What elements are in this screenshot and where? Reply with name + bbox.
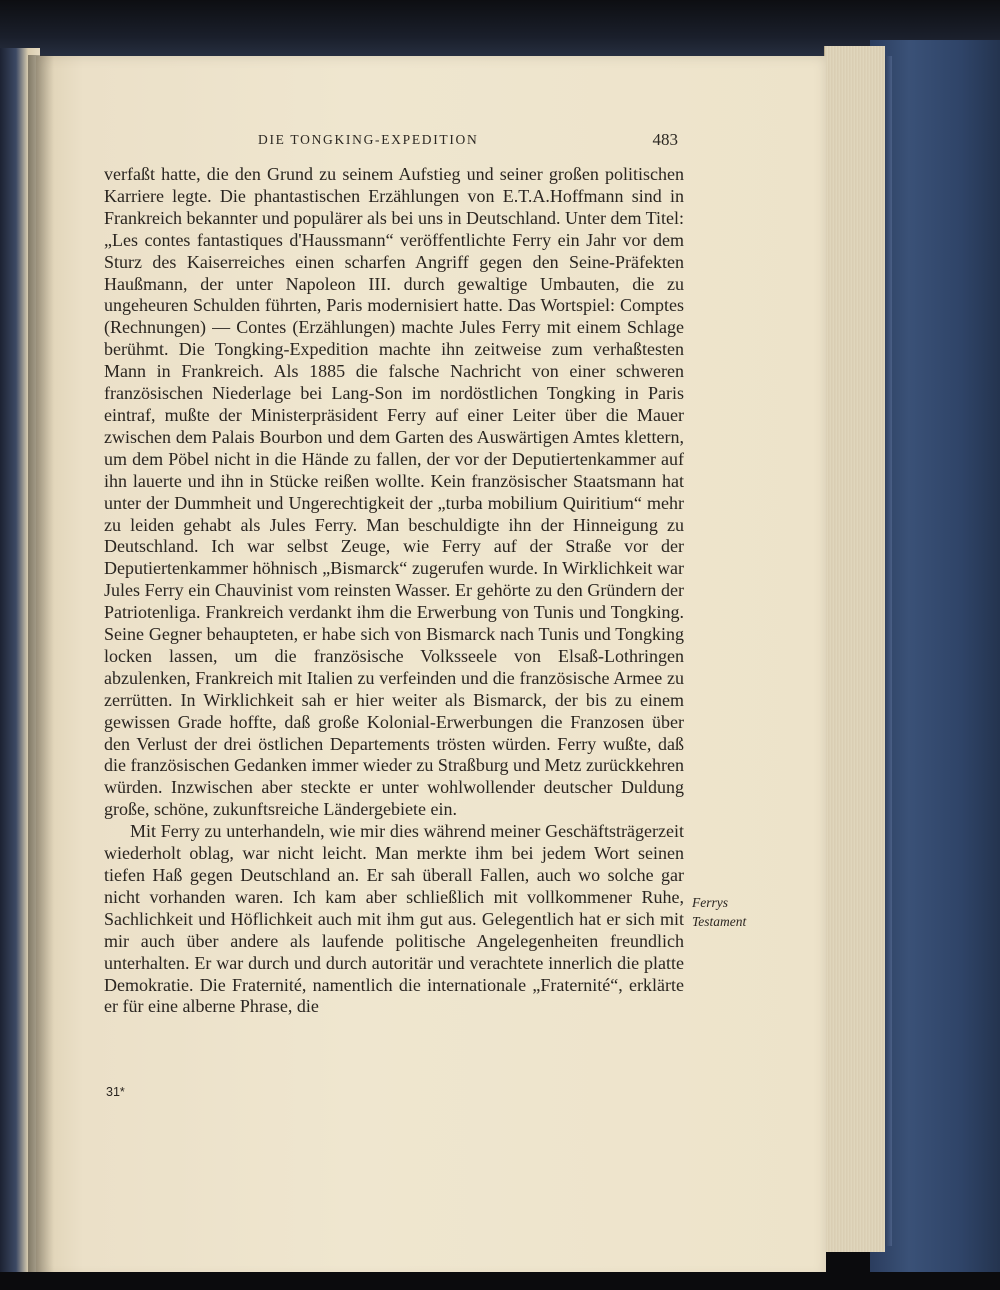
page-block-edges [824,46,885,1252]
running-head: DIE TONGKING-EXPEDITION [258,132,479,147]
printer-signature-mark: 31* [106,1085,125,1099]
marginal-note-line: Ferrys [692,895,728,910]
gutter-shadow [28,55,54,1275]
page-number: 483 [652,130,678,149]
paragraph: verfaßt hatte, die den Grund zu seinem Aufstieg und seiner großen politischen Karriere legte. Die phantastischen Erzählungen von E.T.A.Hoffmann sind in Frankreich bekannter und populärer als bei uns in Deutschland. Unter dem Titel: „Les contes fantastiques d'Haussmann“ veröffentlichte Ferry ein Jahr vor dem Sturz des Kaiserreiches einen scharfen Angriff gegen den Seine-Präfekten Haußmann, der unter Napoleon III. durch gewaltige Umbauten, die zu ungeheuren Schulden führten, Paris modernisiert hatte. Das Wortspiel: Comptes (Rechnungen) — Contes (Erzählungen) machte Jules Ferry mit einem Schlage berühmt. Die Tongking-Expedition machte ihn zeitweise zum verhaßtesten Mann in Frankreich. Als 1885 die falsche Nachricht von einer schweren französischen Niederlage bei Lang-Son im nordöstlichen Tongking in Paris eintraf, mußte der Ministerpräsident Ferry auf einer Leiter über die Mauer zwischen dem Palais Bourbon und dem Garten des Auswärtigen Amtes klettern, um dem Pöbel nicht in die Hände zu fallen, der vor der Deputiertenkammer auf ihn lauerte und ihn in Stücke reißen wollte. Kein französischer Staatsmann hat unter der Dummheit und Ungerechtigkeit der „turba mobilium Quiritium“ mehr zu leiden gehabt als Jules Ferry. Man beschuldigte ihn der Hinneigung zu Deutschland. Ich war selbst Zeuge, wie Ferry auf der Straße vor der Deputiertenkammer höhnisch „Bismarck“ zugerufen wurde. In Wirklichkeit war Jules Ferry ein Chauvinist vom reinsten Wasser. Er gehörte zu den Gründern der Patriotenliga. Frankreich verdankt ihm die Erwerbung von Tunis und Tongking. Seine Gegner behaupteten, er habe sich von Bismarck nach Tunis und Tongking locken lassen, um die französische Volksseele von Elsaß-Lothringen abzulenken, Frankreich mit Italien zu verfeinden und die französische Armee zu zerrütten. In Wirklichkeit sah er hier weiter als Bismarck, der bis zu einem gewissen Grade hoffte, daß große Kolonial-Erwerbungen die Franzosen über den Verlust der drei östlichen Departements trösten würden. Ferry wußte, daß die französischen Gedanken immer wieder zu Straßburg und Metz zurückkehren würden. Inzwischen aber steckte er unter wohlwollender deutscher Duldung große, schöne, zukunftsreiche Ländergebiete ein. [104,164,684,820]
background-bottom [0,1272,1000,1290]
body-text [104,164,684,1018]
marginal-note-line: Testament [692,914,747,929]
page-header [258,130,678,154]
marginal-note [692,893,782,931]
paragraph: Mit Ferry zu unterhandeln, wie mir dies während meiner Geschäftsträgerzeit wiederholt oblag, war nicht leicht. Man merkte ihm bei jedem Wort seinen tiefen Haß gegen Deutschland an. Er sah überall Fallen, auch wo solche gar nicht vorhanden waren. Ich kam aber schließlich mit vollkommener Ruhe, Sachlichkeit und Höflichkeit auch mit ihm gut aus. Gelegentlich hat er sich mit mir auch über andere als laufende politische Angelegenheiten freundlich unterhalten. Er war durch und durch autoritär und verachtete innerlich die platte Demokratie. Die Fraternité, namentlich die internationale „Fraternité“, erklärte er für eine alberne Phrase, die [104,821,684,1017]
